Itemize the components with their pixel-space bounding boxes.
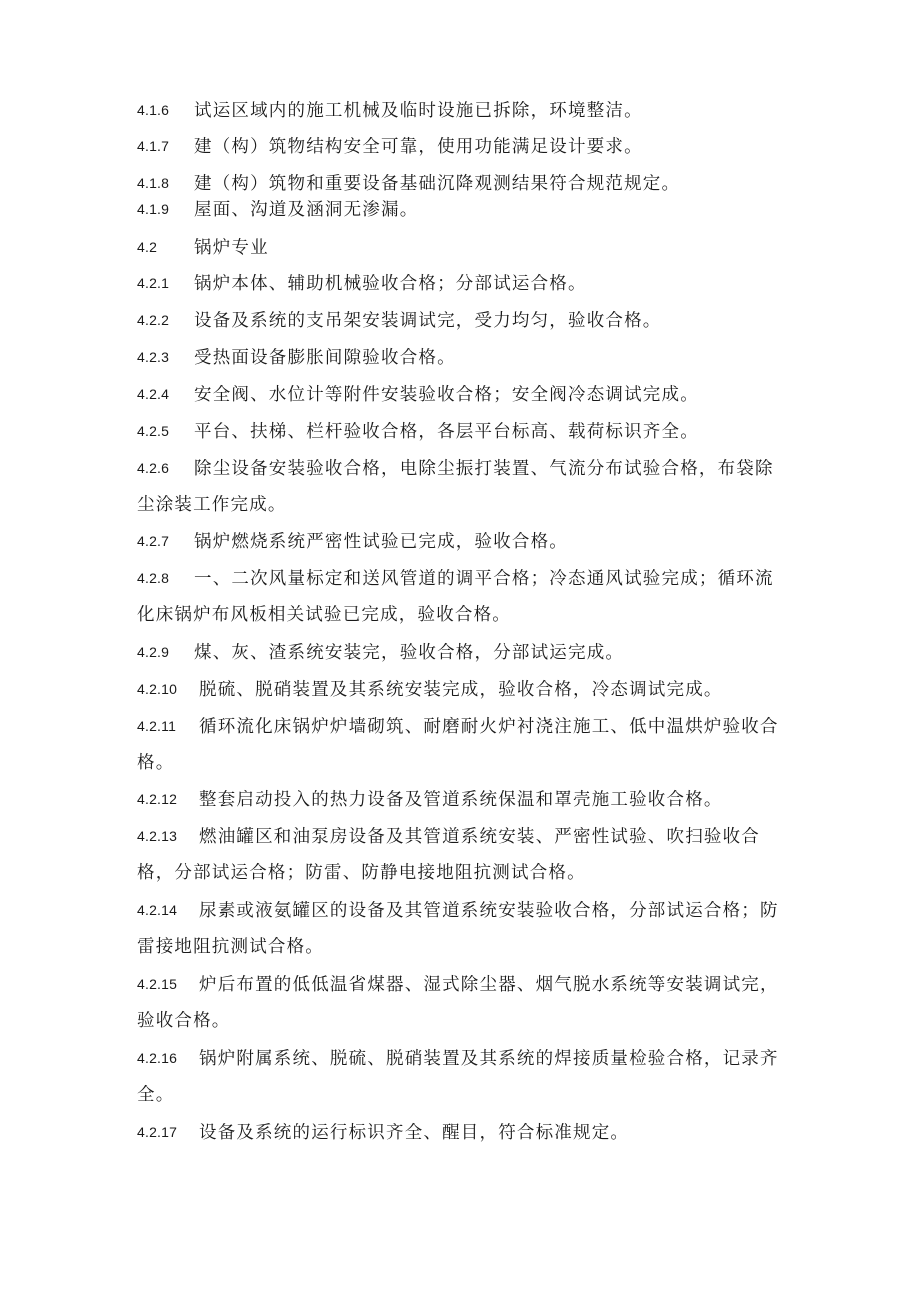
clause-number: 4.1.7 <box>137 138 170 154</box>
clause-4-2-14-continuation: 雷接地阻抗测试合格。 <box>137 937 324 957</box>
clause-number: 4.2.15 <box>137 976 178 992</box>
clause-text: 平台、扶梯、栏杆验收合格，各层平台标高、载荷标识齐全。 <box>194 422 699 442</box>
clause-4-2-13 <box>137 819 787 853</box>
clause-text: 建（构）筑物和重要设备基础沉降观测结果符合规范规定。 <box>194 174 681 194</box>
clause-text: 锅炉本体、辅助机械验收合格；分部试运合格。 <box>194 274 587 294</box>
clause-4-2-16-continuation: 全。 <box>137 1085 175 1105</box>
clause-number: 4.2 <box>137 239 158 255</box>
clause-4-1-6 <box>137 93 787 127</box>
clause-text: 设备及系统的运行标识齐全、醒目，符合标准规定。 <box>199 1123 630 1143</box>
clause-text: 安全阀、水位计等附件安装验收合格；安全阀冷态调试完成。 <box>194 385 699 405</box>
clause-4-2-14 <box>137 893 787 927</box>
clause-number: 4.2.2 <box>137 312 170 328</box>
clause-4-2-15 <box>137 967 787 1001</box>
clause-text: 尿素或液氨罐区的设备及其管道系统安装验收合格，分部试运合格；防 <box>199 901 779 921</box>
clause-4-2-16 <box>137 1041 787 1075</box>
clause-number: 4.2.3 <box>137 349 170 365</box>
clause-4-2-13-continuation: 格，分部试运合格；防雷、防静电接地阻抗测试合格。 <box>137 863 586 883</box>
clause-number: 4.2.4 <box>137 386 170 402</box>
clause-number: 4.2.6 <box>137 460 170 476</box>
clause-4-2-2 <box>137 303 787 337</box>
clause-4-1-9 <box>137 192 787 226</box>
clause-text: 脱硫、脱硝装置及其系统安装完成，验收合格，冷态调试完成。 <box>199 680 723 700</box>
clause-number: 4.2.1 <box>137 275 170 291</box>
clause-number: 4.2.13 <box>137 828 178 844</box>
clause-text: 循环流化床锅炉炉墙砌筑、耐磨耐火炉衬浇注施工、低中温烘炉验收合 <box>199 717 779 737</box>
clause-4-2-3 <box>137 340 787 374</box>
clause-text: 除尘设备安装验收合格，电除尘振打装置、气流分布试验合格，布袋除 <box>194 459 774 479</box>
clause-4-2-1 <box>137 266 787 300</box>
clause-4-2-15-continuation: 验收合格。 <box>137 1011 231 1031</box>
clause-4-2-11-continuation: 格。 <box>137 753 175 773</box>
clause-text: 燃油罐区和油泵房设备及其管道系统安装、严密性试验、吹扫验收合 <box>199 827 760 847</box>
section-4-2-heading <box>137 230 787 264</box>
clause-4-2-4 <box>137 377 787 411</box>
clause-text: 屋面、沟道及涵洞无渗漏。 <box>194 200 419 220</box>
clause-number: 4.1.9 <box>137 201 170 217</box>
clause-number: 4.1.8 <box>137 175 170 191</box>
clause-number: 4.1.6 <box>137 102 170 118</box>
clause-text: 锅炉燃烧系统严密性试验已完成，验收合格。 <box>194 532 568 552</box>
clause-number: 4.2.16 <box>137 1050 178 1066</box>
clause-4-1-7 <box>137 129 787 163</box>
clause-text: 煤、灰、渣系统安装完，验收合格，分部试运完成。 <box>194 643 625 663</box>
clause-4-2-9 <box>137 635 787 669</box>
clause-number: 4.2.12 <box>137 791 178 807</box>
clause-number: 4.2.9 <box>137 644 170 660</box>
clause-4-2-11 <box>137 709 787 743</box>
clause-number: 4.2.14 <box>137 902 178 918</box>
clause-text: 设备及系统的支吊架安装调试完，受力均匀，验收合格。 <box>194 311 662 331</box>
clause-4-2-8 <box>137 561 787 595</box>
clause-4-2-5 <box>137 414 787 448</box>
clause-number: 4.2.5 <box>137 423 170 439</box>
clause-text: 炉后布置的低低温省煤器、湿式除尘器、烟气脱水系统等安装调试完， <box>199 975 779 995</box>
clause-4-2-17 <box>137 1115 787 1149</box>
clause-4-2-12 <box>137 782 787 816</box>
clause-text: 整套启动投入的热力设备及管道系统保温和罩壳施工验收合格。 <box>199 790 723 810</box>
clause-number: 4.2.7 <box>137 533 170 549</box>
clause-text: 一、二次风量标定和送风管道的调平合格；冷态通风试验完成；循环流 <box>194 569 774 589</box>
clause-4-2-7 <box>137 524 787 558</box>
clause-text: 受热面设备膨胀间隙验收合格。 <box>194 348 456 368</box>
clause-4-2-6 <box>137 451 787 485</box>
clause-number: 4.2.10 <box>137 681 178 697</box>
clause-number: 4.2.11 <box>137 718 177 734</box>
clause-text: 试运区域内的施工机械及临时设施已拆除，环境整洁。 <box>194 101 643 121</box>
clause-4-2-8-continuation: 化床锅炉布风板相关试验已完成，验收合格。 <box>137 605 511 625</box>
clause-number: 4.2.8 <box>137 570 170 586</box>
section-title: 锅炉专业 <box>194 238 269 258</box>
clause-text: 建（构）筑物结构安全可靠，使用功能满足设计要求。 <box>194 137 643 157</box>
clause-4-2-10 <box>137 672 787 706</box>
clause-text: 锅炉附属系统、脱硫、脱硝装置及其系统的焊接质量检验合格，记录齐 <box>199 1049 779 1069</box>
clause-4-2-6-continuation: 尘涂装工作完成。 <box>137 495 287 515</box>
clause-number: 4.2.17 <box>137 1124 178 1140</box>
